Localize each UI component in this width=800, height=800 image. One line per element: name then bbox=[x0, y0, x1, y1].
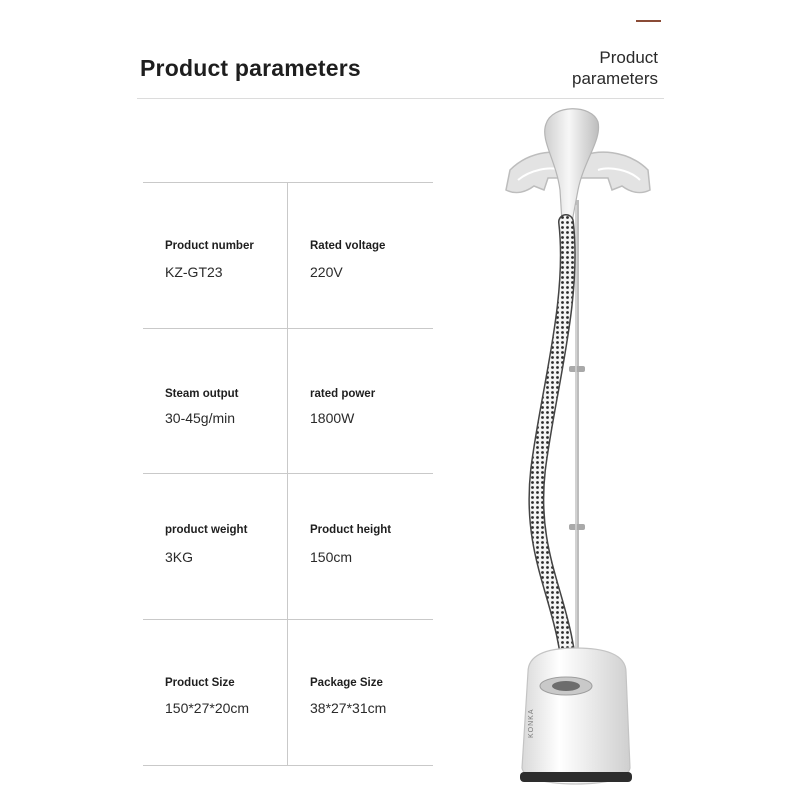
param-label: Product Size bbox=[165, 676, 235, 689]
param-value: KZ-GT23 bbox=[165, 264, 223, 280]
param-label: Steam output bbox=[165, 387, 239, 400]
param-cell-rated-voltage bbox=[288, 183, 433, 329]
page-title: Product parameters bbox=[140, 55, 361, 81]
header-divider bbox=[137, 98, 664, 99]
param-cell-product-size bbox=[143, 620, 288, 766]
steamer-base bbox=[522, 648, 630, 784]
section-caption-line-1: Product bbox=[599, 48, 658, 67]
param-label: Package Size bbox=[310, 676, 383, 689]
param-label: rated power bbox=[310, 387, 376, 400]
param-value: 220V bbox=[310, 264, 343, 280]
param-label: Product height bbox=[310, 524, 392, 536]
param-value: 150cm bbox=[310, 549, 353, 565]
param-label: product weight bbox=[165, 524, 248, 536]
param-label: Rated voltage bbox=[310, 240, 386, 252]
param-cell-product-height bbox=[288, 474, 433, 620]
param-value: 3KG bbox=[165, 549, 194, 565]
param-value: 30-45g/min bbox=[165, 409, 236, 426]
section-caption bbox=[572, 47, 658, 89]
param-cell-rated-power bbox=[288, 329, 433, 475]
param-value: 1800W bbox=[310, 409, 355, 426]
brand-mark: KONKA bbox=[528, 708, 535, 738]
accent-bar bbox=[636, 20, 661, 22]
pole-clip bbox=[569, 524, 585, 530]
param-label: Product number bbox=[165, 240, 254, 252]
param-value: 150*27*20cm bbox=[165, 699, 250, 716]
param-cell-product-weight bbox=[143, 474, 288, 620]
section-caption-line-2: parameters bbox=[572, 69, 658, 88]
param-cell-steam-output bbox=[143, 329, 288, 475]
param-value: 38*27*31cm bbox=[310, 699, 387, 716]
pole-clip bbox=[569, 366, 585, 372]
parameters-table bbox=[143, 182, 433, 766]
param-cell-package-size bbox=[288, 620, 433, 766]
garment-steamer-image bbox=[480, 100, 680, 800]
base-foot bbox=[520, 772, 632, 782]
param-cell-product-number bbox=[143, 183, 288, 329]
